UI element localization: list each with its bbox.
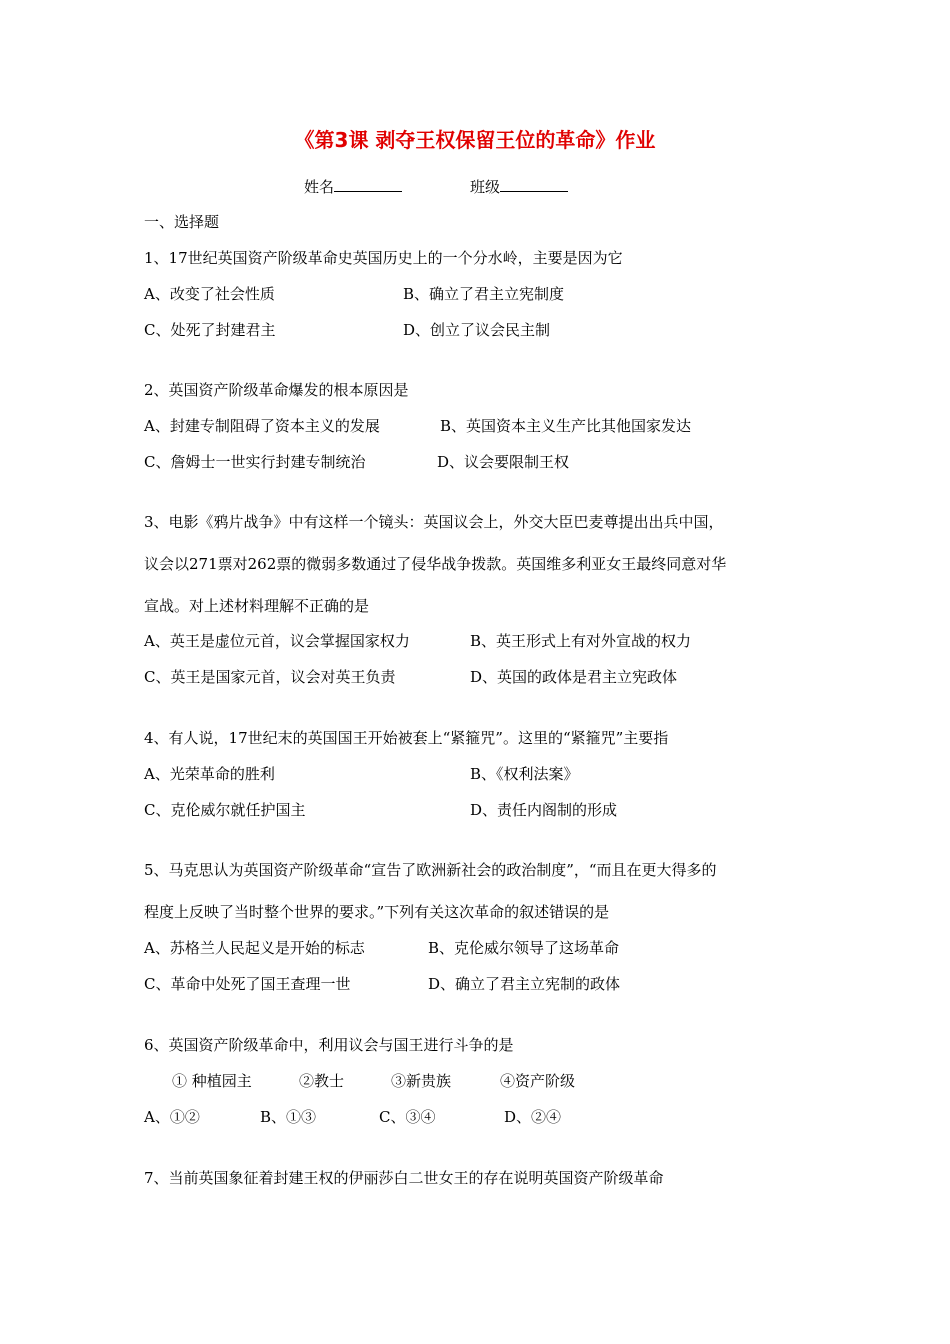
question-3-stem-line-1: 3、电影《鸦片战争》中有这样一个镜头：英国议会上，外交大臣巴麦尊提出出兵中国，	[144, 513, 724, 531]
question-3-option-a: A、英王是虚位元首，议会掌握国家权力	[144, 632, 410, 650]
question-3-option-c: C、英王是国家元首，议会对英王负责	[144, 668, 396, 686]
question-6-option-c: C、③④	[379, 1108, 436, 1126]
question-2-option-a: A、封建专制阻碍了资本主义的发展	[144, 417, 380, 435]
question-2-option-d: D、议会要限制王权	[437, 453, 570, 471]
section-heading: 一、选择题	[144, 213, 220, 231]
class-blank[interactable]	[500, 177, 568, 192]
question-4-option-b: B、《权利法案》	[470, 765, 579, 783]
question-3-option-b: B、英王形式上有对外宣战的权力	[470, 632, 692, 650]
question-6-option-b: B、①③	[260, 1108, 317, 1126]
question-5-stem-line-1: 5、马克思认为英国资产阶级革命“宣告了欧洲新社会的政治制度”，“而且在更大得多的	[144, 861, 717, 879]
class-field	[470, 176, 568, 197]
question-3-stem-line-2: 议会以271票对262票的微弱多数通过了侵华战争拨款。英国维多利亚女王最终同意对华	[144, 555, 727, 573]
question-2-option-c: C、詹姆士一世实行封建专制统治	[144, 453, 366, 471]
question-1-stem: 1、17世纪英国资产阶级革命史英国历史上的一个分水岭，主要是因为它	[144, 249, 623, 267]
question-4-option-a: A、光荣革命的胜利	[144, 765, 275, 783]
question-1-option-c: C、处死了封建君主	[144, 321, 276, 339]
question-4-option-d: D、责任内阁制的形成	[470, 801, 618, 819]
document-title: 《第3课 剥夺王权保留王位的革命》作业	[294, 128, 656, 152]
question-5-option-a: A、苏格兰人民起义是开始的标志	[144, 939, 365, 957]
question-1-option-d: D、创立了议会民主制	[403, 321, 551, 339]
question-6-item-4: ④资产阶级	[500, 1072, 576, 1090]
question-3-option-d: D、英国的政体是君主立宪政体	[470, 668, 678, 686]
class-label: 班级	[470, 178, 501, 196]
name-blank[interactable]	[334, 177, 402, 192]
question-6-item-3: ③新贵族	[391, 1072, 452, 1090]
name-label: 姓名	[304, 178, 335, 196]
question-6-option-a: A、①②	[144, 1108, 200, 1126]
question-1-option-b: B、确立了君主立宪制度	[403, 285, 565, 303]
question-4-stem: 4、有人说，17世纪末的英国国王开始被套上“紧箍咒”。这里的“紧箍咒”主要指	[144, 729, 669, 747]
question-1-option-a: A、改变了社会性质	[144, 285, 275, 303]
question-7-stem: 7、当前英国象征着封建王权的伊丽莎白二世女王的存在说明英国资产阶级革命	[144, 1169, 664, 1187]
question-5-stem-line-2: 程度上反映了当时整个世界的要求。”下列有关这次革命的叙述错误的是	[144, 903, 610, 921]
question-5-option-b: B、克伦威尔领导了这场革命	[428, 939, 620, 957]
question-2-option-b: B、英国资本主义生产比其他国家发达	[440, 417, 692, 435]
name-field	[304, 176, 402, 197]
question-3-stem-line-3: 宣战。对上述材料理解不正确的是	[144, 597, 370, 615]
question-6-item-1: ① 种植园主	[172, 1072, 252, 1090]
question-4-option-c: C、克伦威尔就任护国主	[144, 801, 306, 819]
question-5-option-c: C、革命中处死了国王查理一世	[144, 975, 351, 993]
question-6-option-d: D、②④	[504, 1108, 562, 1126]
question-6-stem: 6、英国资产阶级革命中，利用议会与国王进行斗争的是	[144, 1036, 514, 1054]
question-5-option-d: D、确立了君主立宪制的政体	[428, 975, 621, 993]
question-6-item-2: ②教士	[299, 1072, 345, 1090]
question-2-stem: 2、英国资产阶级革命爆发的根本原因是	[144, 381, 409, 399]
